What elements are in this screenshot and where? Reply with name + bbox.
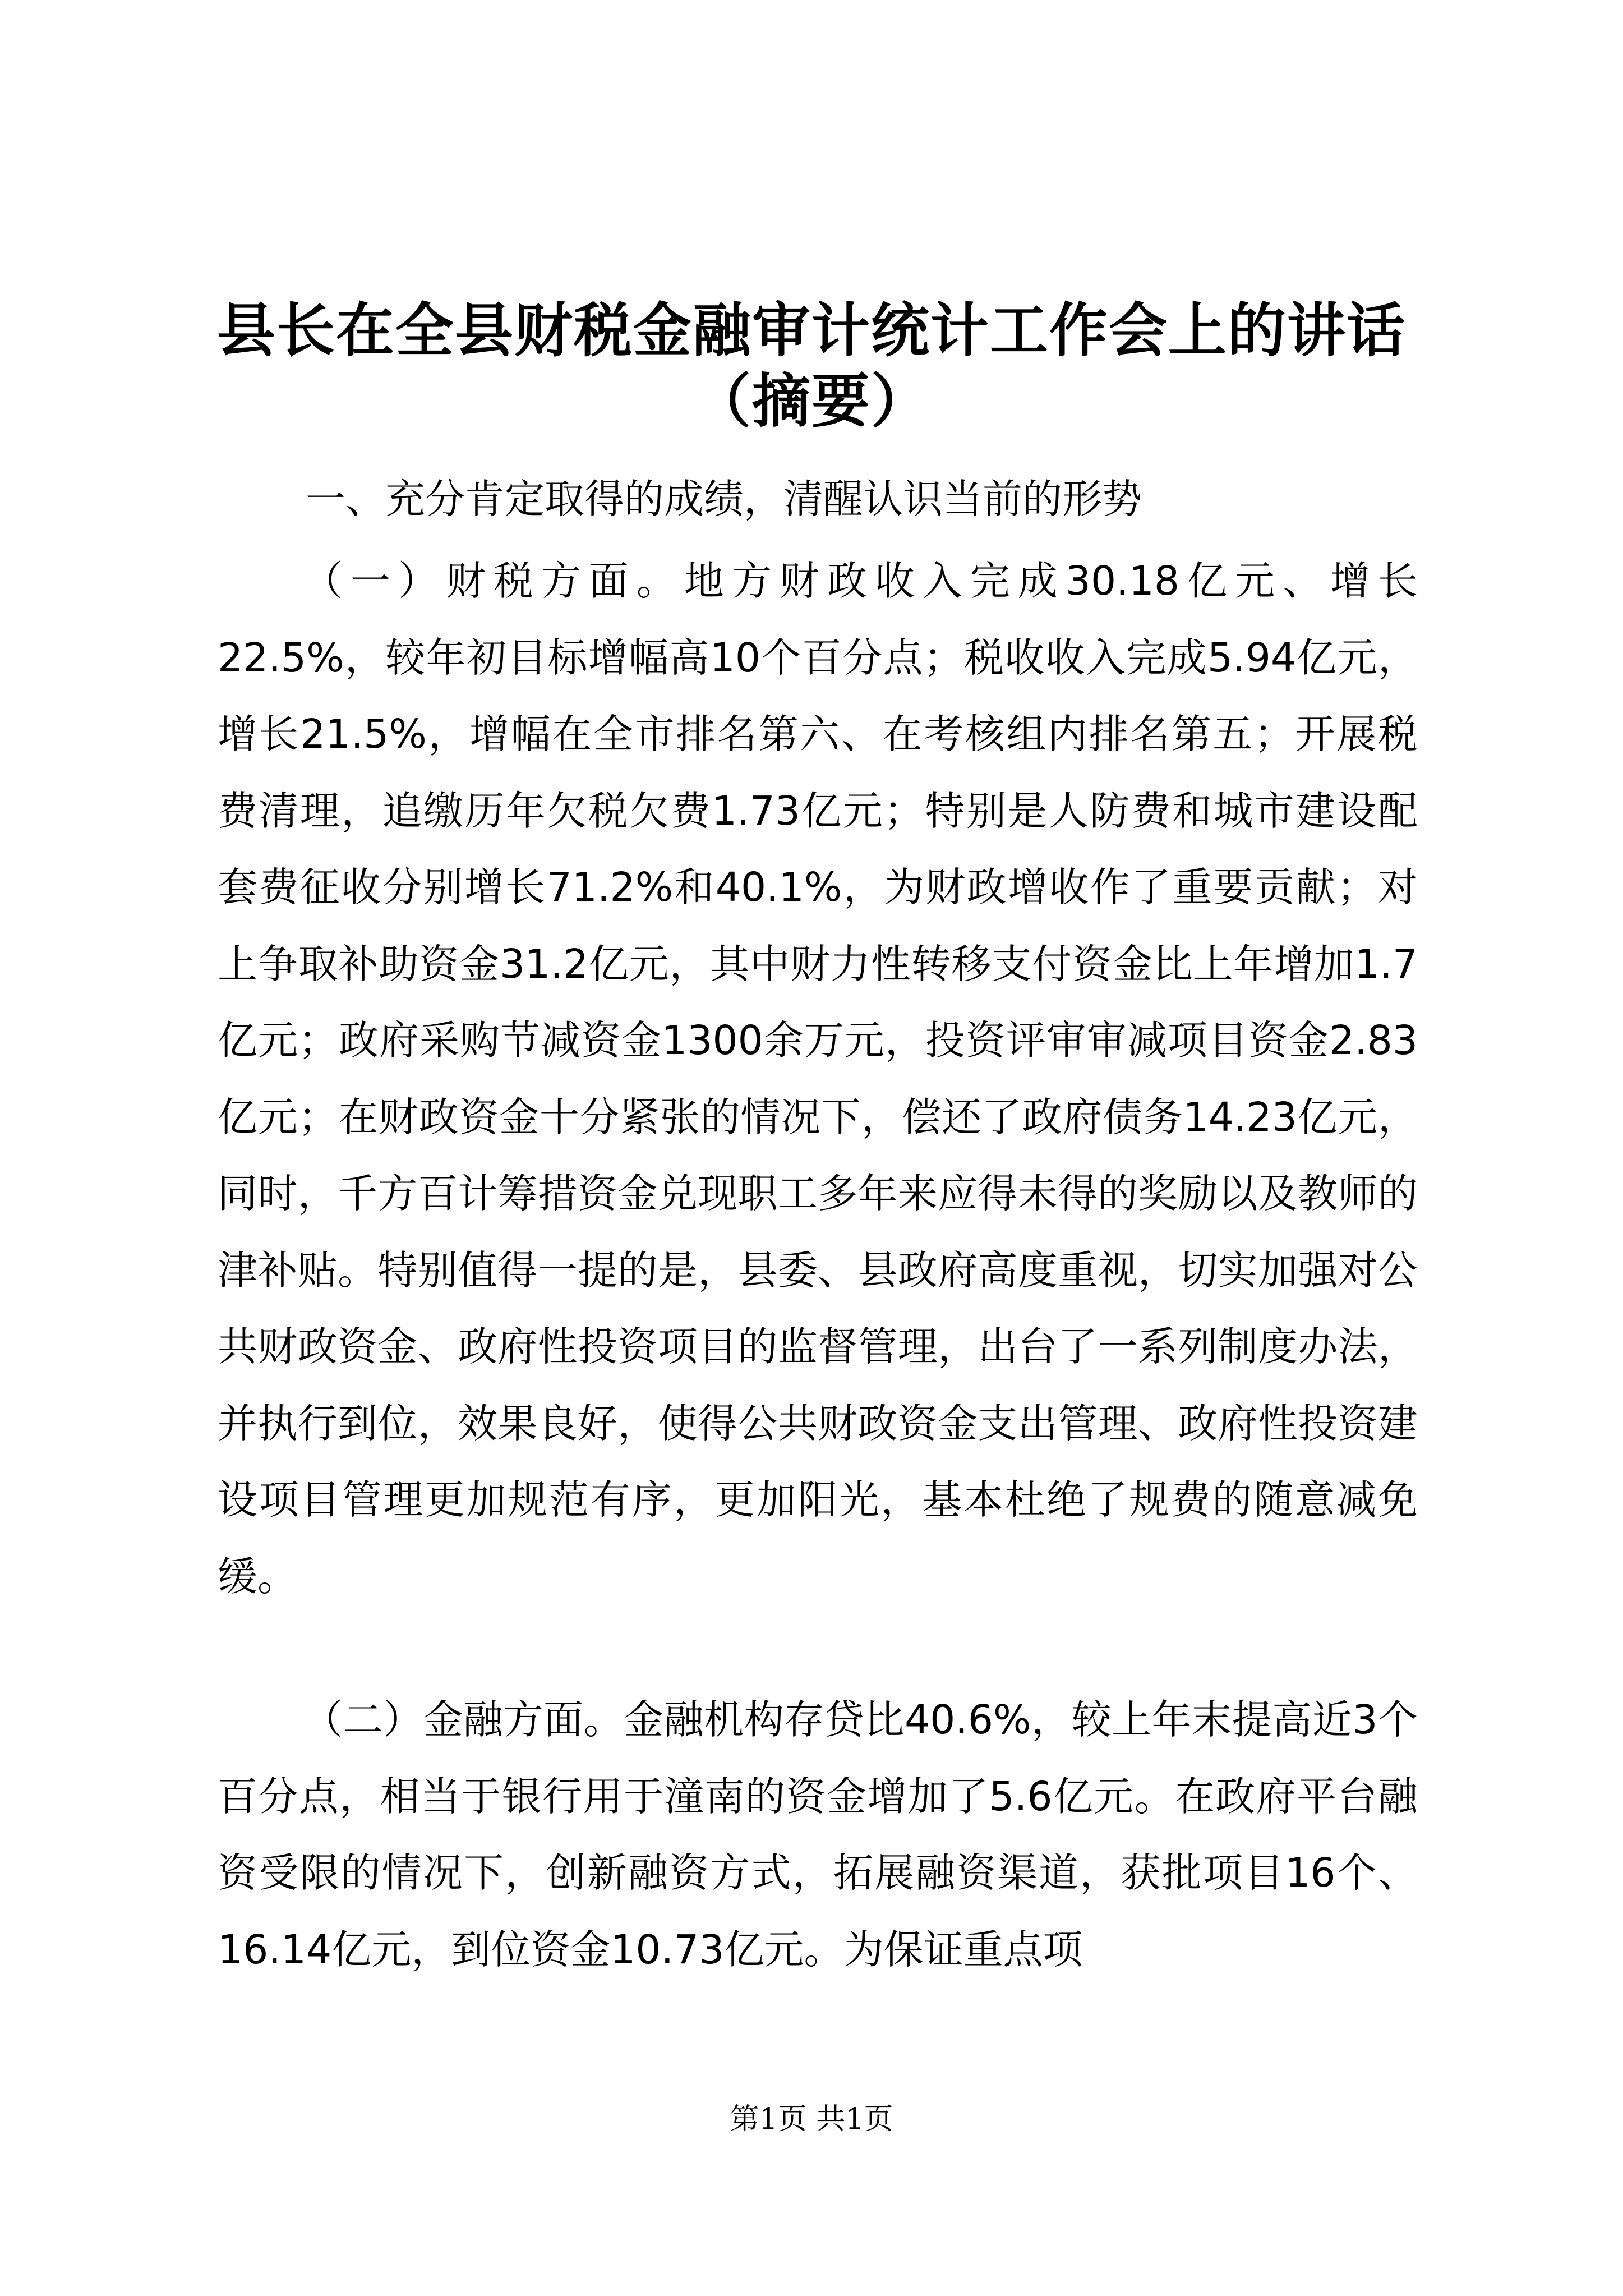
paragraph-fiscal-tax: （一）财税方面。地方财政收入完成30.18亿元、增长22.5%，较年初目标增幅高10个百分点；税收收入完成5.94亿元，增长21.5%，增幅在全市排名第六、在考核组内排名第五；开展税费清理，追缴历年欠税欠费1.73亿元；特别是人防费和城市建设配套费征收分别增长71.2%和40.1%，为财政增收作了重要贡献；对上争取补助资金31.2亿元，其中财力性转移支付资金比上年增加1.7亿元；政府采购节减资金1300余万元，投资评审审减项目资金2.83亿元；在财政资金十分紧张的情况下，偿还了政府债务14.23亿元，同时，千方百计筹措资金兑现职工多年来应得未得的奖励以及教师的津补贴。特别值得一提的是，县委、县政府高度重视，切实加强对公共财政资金、政府性投资项目的监督管理，出台了一系列制度办法，并执行到位，效果良好，使得公共财政资金支出管理、政府性投资建设项目管理更加规范有序，更加阳光，基本杜绝了规费的随意减免缓。 bbox=[218, 558, 1418, 1600]
section-heading: 一、充分肯定取得的成绩，清醒认识当前的形势 bbox=[306, 476, 1142, 522]
paragraph-finance: （二）金融方面。金融机构存贷比40.6%，较上年末提高近3个百分点，相当于银行用于潼南的资金增加了5.6亿元。在政府平台融资受限的情况下，创新融资方式，拓展融资渠道，获批项目16个、16.14亿元，到位资金10.73亿元。为保证重点项 bbox=[218, 1696, 1418, 1973]
document-title-suffix: （摘要） bbox=[692, 366, 930, 435]
page-footer: 第1页 共1页 bbox=[730, 2102, 893, 2136]
document-title: 县长在全县财税金融审计统计工作会上的讲话 bbox=[216, 296, 1406, 365]
